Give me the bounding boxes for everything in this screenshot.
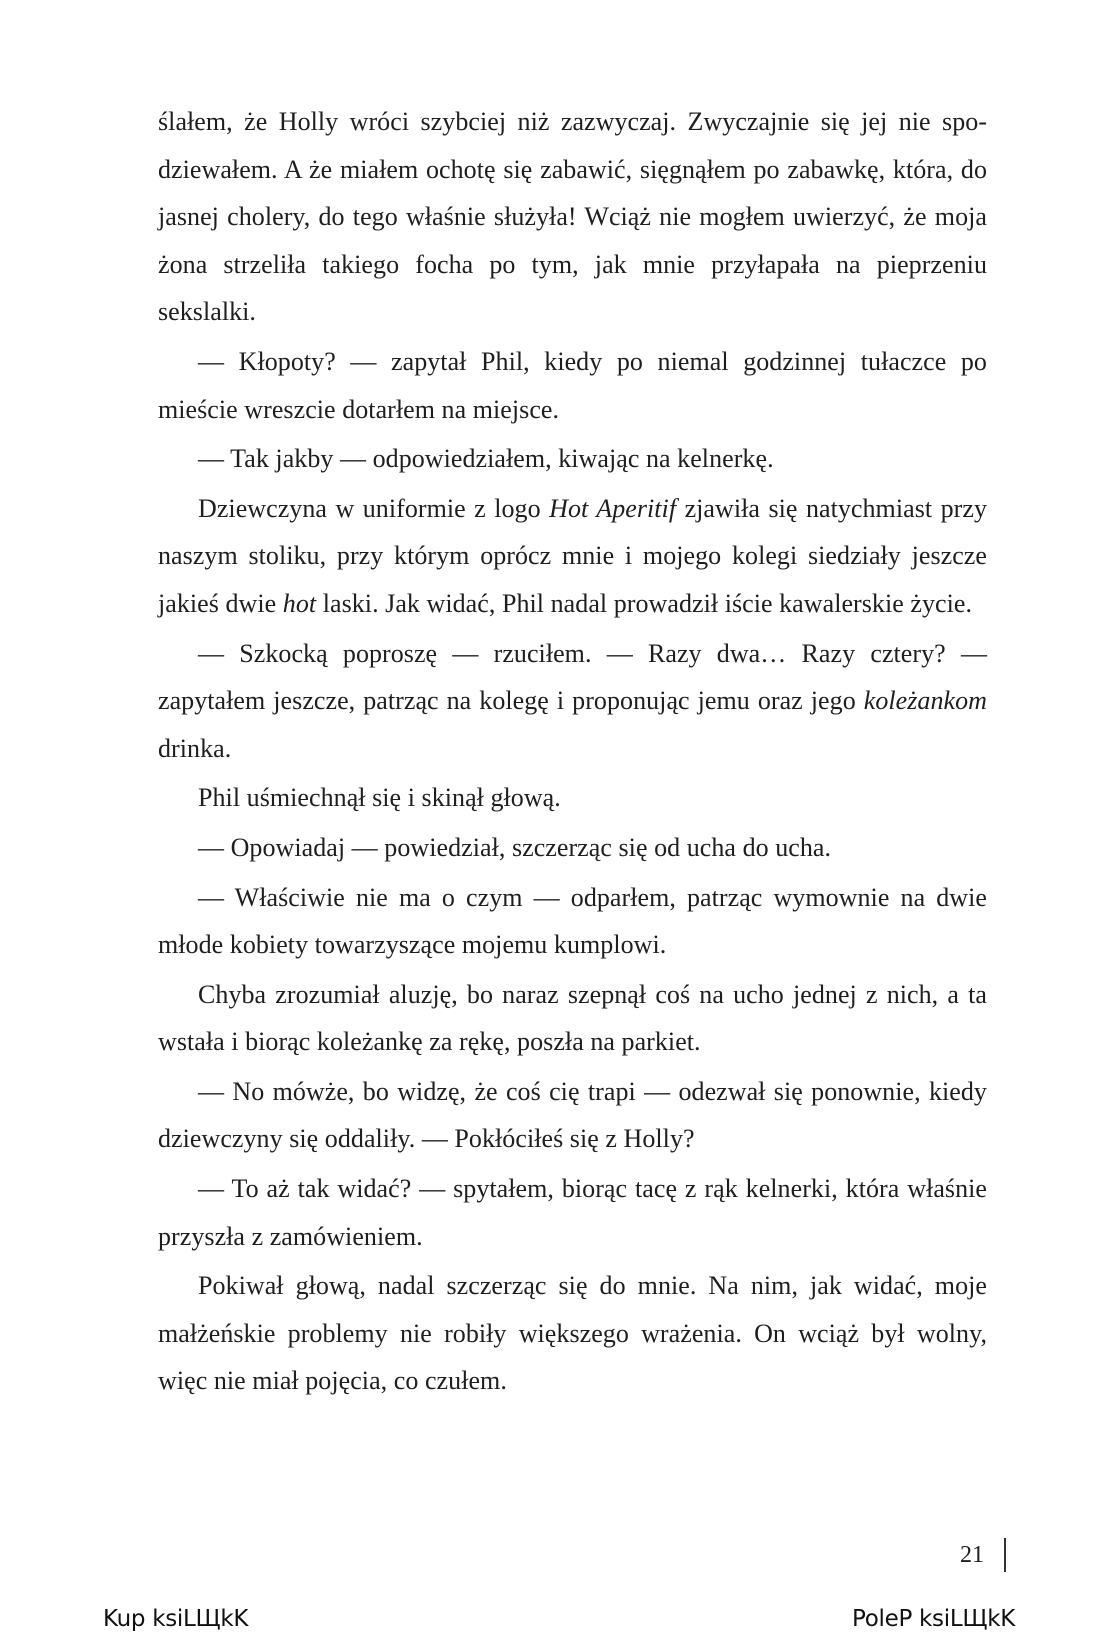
text-segment: — To aż tak widać? — spytałem, biorąc tacę z rąk kelnerki, która właśnie przyszła z zamówieniem. [158,1174,987,1251]
text-segment: Chyba zrozumiał aluzję, bo naraz szepnął coś na ucho jednej z nich, a ta wstała i biorąc koleżankę za rękę, poszła na parkiet. [158,979,987,1057]
paragraph [158,435,987,483]
paragraph [158,774,987,822]
italic-text: koleżankom [863,686,987,716]
paragraph [158,1165,987,1260]
text-segment: laski. Jak widać, Phil nadal prowadził iście kawalerskie życie. [316,588,973,618]
book-page-text [158,98,987,1407]
text-segment: — No mówże, bo widzę, że coś cię trapi — odezwał się ponownie, kiedy dziewczyny się oddaliły. — Pokłóciłeś się z Holly? [158,1076,987,1154]
text-segment: — Opowiadaj — powiedział, szczerząc się od ucha do ucha. [198,832,832,862]
paragraph [158,630,987,773]
paragraph [158,874,987,969]
paragraph [158,824,987,872]
recommend-book-link[interactable]: PoleP ksiLЩkK [851,1606,1015,1632]
paragraph [158,1068,987,1163]
text-segment: ślałem, że Holly wróci szybciej niż zazwyczaj. Zwyczajnie się jej nie spodziewałem. A że miałem ochotę się zabawić, sięgnąłem po zabawkę, która, do jasnej cholery, do tego właśnie służyła! Wciąż nie mogłem uwierzyć, że moja żona strzeliła takiego focha po tym, jak mnie przyłapała na pieprzeniu sekslalki. [158,107,987,327]
paragraph [158,971,987,1066]
text-segment: Pokiwał głową, nadal szczerząc się do mnie. Na nim, jak widać, moje małżeńskie problemy nie robiły większego wrażenia. On wciąż był wolny, więc nie miał pojęcia, co czułem. [158,1271,987,1396]
page-number-rule [1004,1538,1006,1572]
text-segment: zjawiła się natychmiast przy naszym stoliku, przy którym oprócz mnie i mojego kolegi siedziały jeszcze jakieś dwie [158,493,987,618]
text-segment: — Szkocką poproszę — rzuciłem. — Razy dwa… Razy cztery? — zapytałem jeszcze, patrząc na kolegę i proponując jemu oraz jego [158,638,987,716]
text-segment: — Kłopoty? — zapytał Phil, kiedy po niemal godzinnej tułaczce po mieście wreszcie dotarłem na miejsce. [158,346,987,424]
paragraph [158,338,987,433]
text-segment: drinka. [158,733,232,763]
paragraph [158,485,987,628]
italic-text: Hot Aperitif [549,493,677,523]
paragraph [158,98,987,336]
text-segment: Dziewczyna w uniformie z logo [198,493,550,523]
italic-text: hot [282,588,317,618]
text-segment: Phil uśmiechnął się i skinął głową. [198,783,561,813]
buy-book-link[interactable]: Kup ksiLЩkK [103,1606,249,1632]
page-number: 21 [960,1542,984,1568]
text-segment: — Tak jakby — odpowiedziałem, kiwając na kelnerkę. [198,444,774,474]
paragraph [158,1262,987,1405]
text-segment: — Właściwie nie ma o czym — odparłem, patrząc wymownie na dwie młode kobiety towarzyszące mojemu kumplowi. [158,882,987,960]
